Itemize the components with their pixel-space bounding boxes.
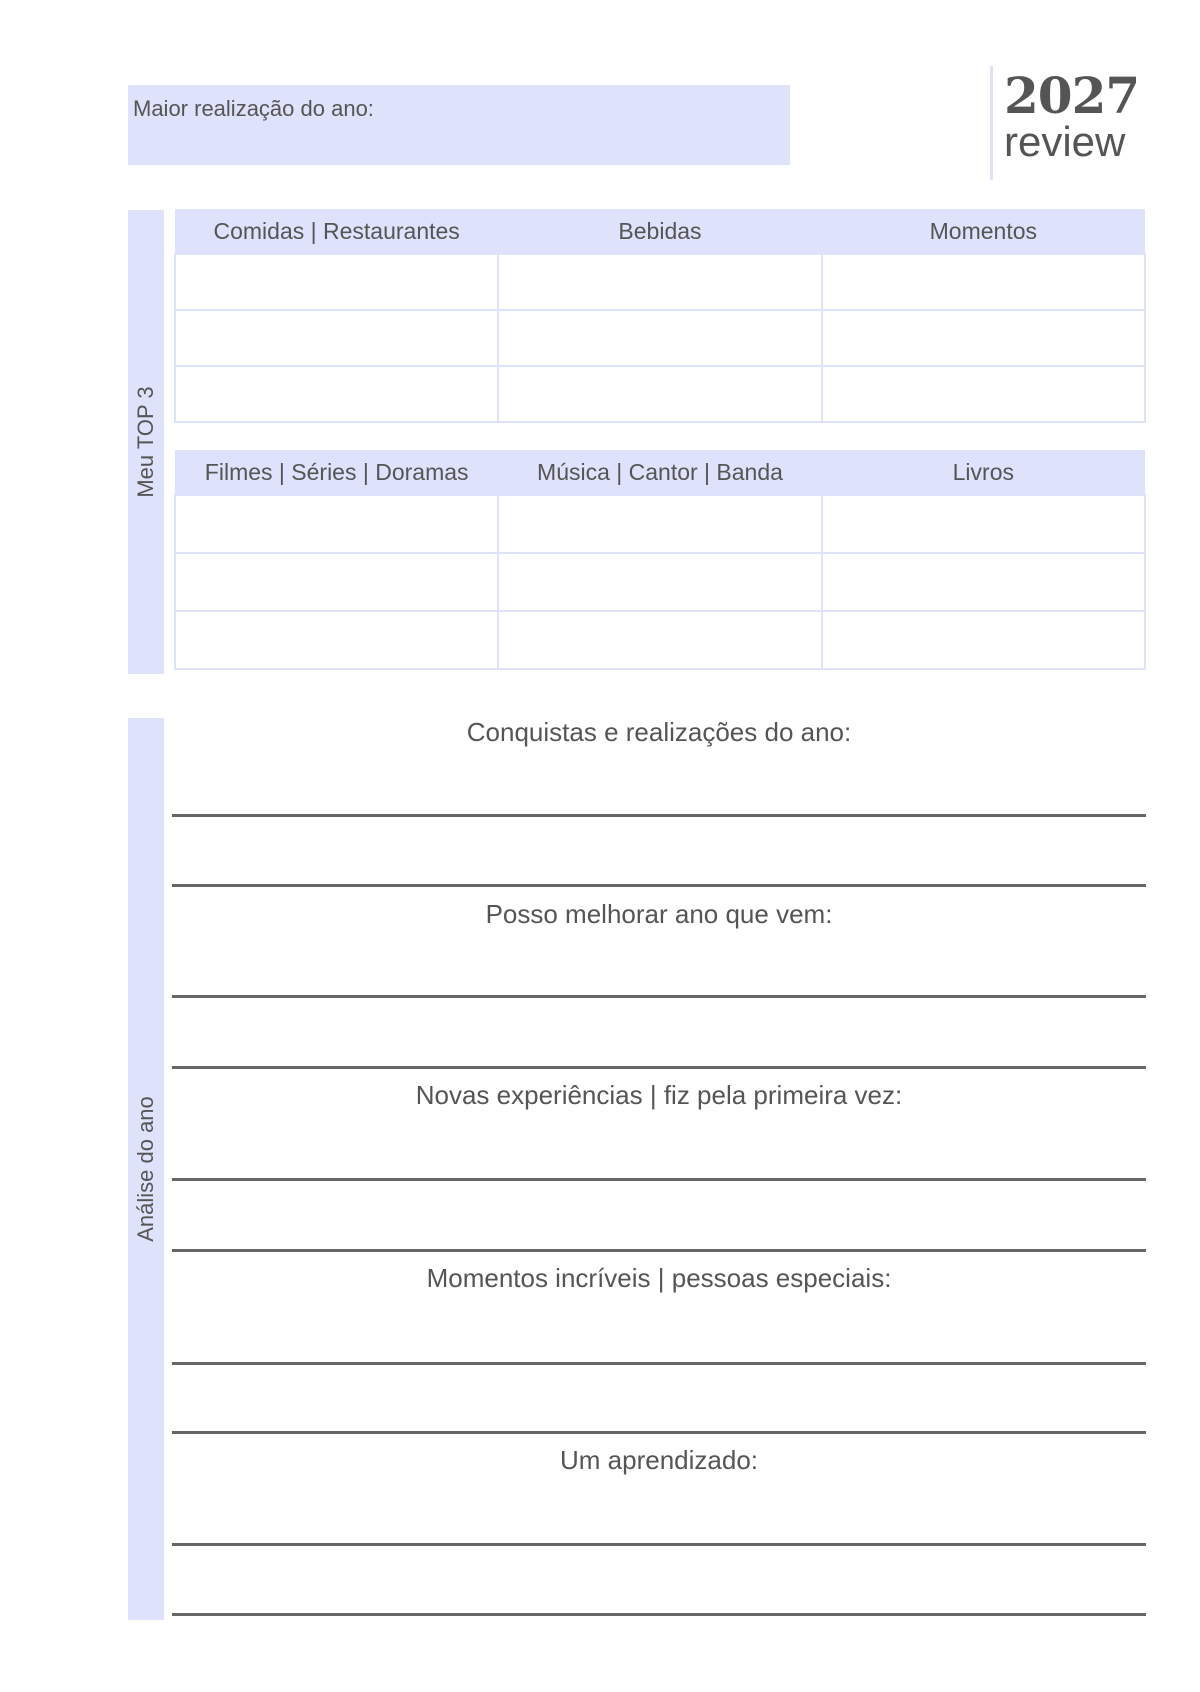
- column-header: Filmes | Séries | Doramas: [175, 450, 498, 495]
- answer-line[interactable]: [172, 1613, 1146, 1616]
- table-cell[interactable]: [822, 495, 1145, 553]
- top3-table-1: [174, 209, 1146, 423]
- table-cell[interactable]: [822, 553, 1145, 611]
- review-title: review: [1004, 118, 1126, 165]
- table-cell[interactable]: [498, 495, 821, 553]
- answer-line[interactable]: [172, 884, 1146, 887]
- table-cell[interactable]: [822, 310, 1145, 366]
- table-row: [175, 366, 1145, 422]
- table-row: [175, 611, 1145, 669]
- question-title: Momentos incríveis | pessoas especiais:: [426, 1263, 892, 1293]
- question-title: Posso melhorar ano que vem:: [485, 899, 833, 929]
- question-title: Novas experiências | fiz pela primeira vez:: [415, 1080, 903, 1110]
- column-header: Música | Cantor | Banda: [498, 450, 821, 495]
- top3-table-2: [174, 450, 1146, 670]
- answer-line[interactable]: [172, 814, 1146, 817]
- table-cell[interactable]: [498, 366, 821, 422]
- side-label-top3: [128, 210, 164, 674]
- column-header: Bebidas: [498, 209, 821, 254]
- answer-line[interactable]: [172, 1066, 1146, 1069]
- question-title: Conquistas e realizações do ano:: [466, 717, 852, 747]
- column-header: Livros: [822, 450, 1145, 495]
- column-header: Momentos: [822, 209, 1145, 254]
- side-label-analise: [128, 718, 164, 1620]
- table-cell[interactable]: [175, 310, 498, 366]
- table-cell[interactable]: [498, 254, 821, 310]
- header-divider: [990, 66, 993, 180]
- answer-line[interactable]: [172, 1362, 1146, 1365]
- year-title: 2027: [1004, 66, 1140, 125]
- answer-line[interactable]: [172, 1431, 1146, 1434]
- answer-line[interactable]: [172, 1178, 1146, 1181]
- highlight-label: Maior realização do ano:: [133, 96, 374, 121]
- table-row: [175, 495, 1145, 553]
- table-cell[interactable]: [822, 254, 1145, 310]
- side-label-top3-text: Meu TOP 3: [133, 386, 158, 498]
- table-cell[interactable]: [175, 495, 498, 553]
- table-cell[interactable]: [175, 611, 498, 669]
- table-row: [175, 553, 1145, 611]
- side-label-analise-text: Análise do ano: [133, 1096, 158, 1242]
- table-cell[interactable]: [822, 366, 1145, 422]
- table-cell[interactable]: [175, 254, 498, 310]
- table-cell[interactable]: [175, 553, 498, 611]
- table-cell[interactable]: [498, 611, 821, 669]
- table-cell[interactable]: [822, 611, 1145, 669]
- table-row: [175, 254, 1145, 310]
- answer-line[interactable]: [172, 1543, 1146, 1546]
- answer-line[interactable]: [172, 995, 1146, 998]
- answer-line[interactable]: [172, 1249, 1146, 1252]
- table-cell[interactable]: [498, 310, 821, 366]
- column-header: Comidas | Restaurantes: [175, 209, 498, 254]
- table-cell[interactable]: [175, 366, 498, 422]
- table-cell[interactable]: [498, 553, 821, 611]
- table-row: [175, 310, 1145, 366]
- question-title: Um aprendizado:: [560, 1445, 758, 1475]
